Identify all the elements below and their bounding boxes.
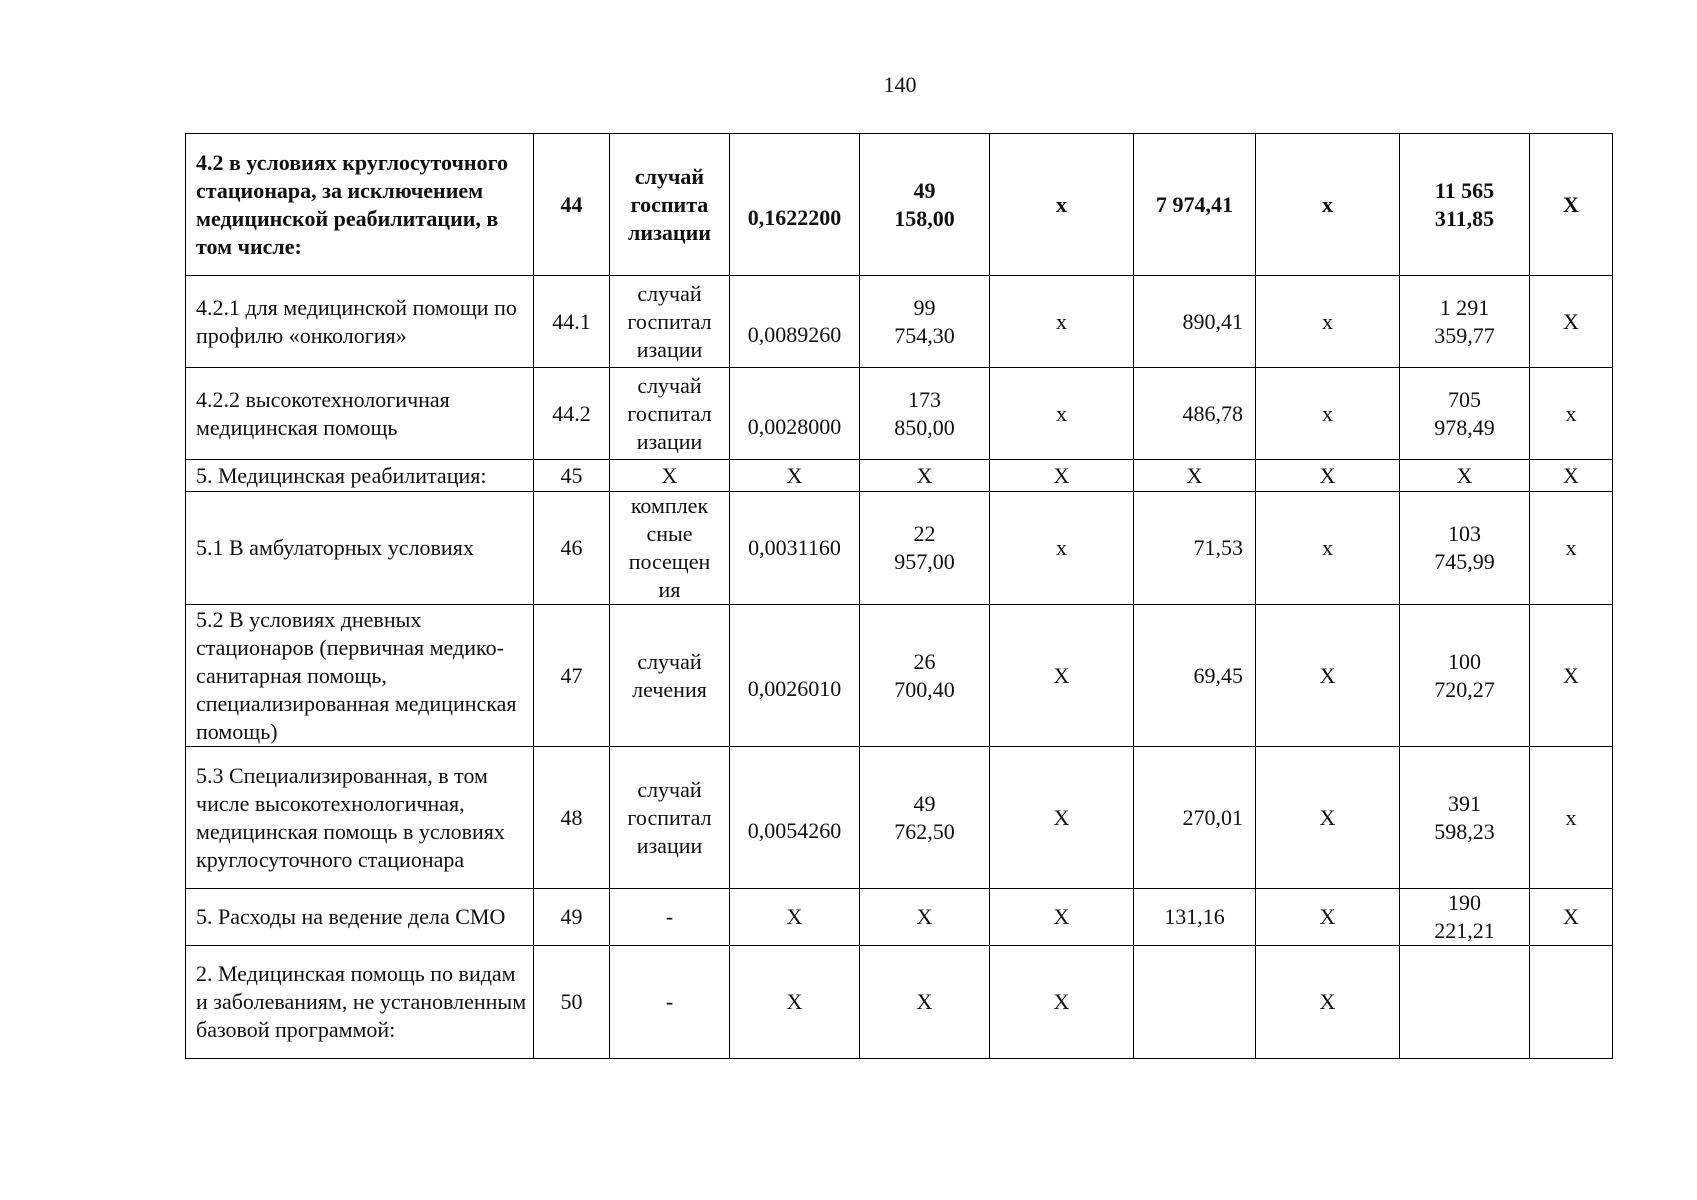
row-col10: X [1530,276,1613,368]
row-col6: x [990,134,1134,276]
row-name: 5. Медицинская реабилитация: [186,460,534,492]
row-name: 5.1 В амбулаторных условиях [186,492,534,605]
row-col7: 486,78 [1134,368,1256,460]
row-cost: X [860,460,990,492]
row-col7: 131,16 [1134,889,1256,946]
row-norm: 0,0026010 [730,605,860,747]
row-cost: X [860,889,990,946]
row-col7: 270,01 [1134,747,1256,889]
row-name: 4.2 в условиях круглосуточного стационара, за исключением медицинской реабилитации, в том числе: [186,134,534,276]
row-norm: 0,0089260 [730,276,860,368]
row-col6: X [990,460,1134,492]
row-col9: 1 291 359,77 [1400,276,1530,368]
row-col7: 890,41 [1134,276,1256,368]
row-norm: 0,0031160 [730,492,860,605]
row-col7 [1134,946,1256,1059]
row-unit: случай госпитал изации [610,747,730,889]
row-code: 47 [534,605,610,747]
row-norm: X [730,946,860,1059]
row-norm: 0,0054260 [730,747,860,889]
row-name: 5.2 В условиях дневных стационаров (первичная медико-санитарная помощь, специализированная медицинская помощь) [186,605,534,747]
row-col9: 11 565 311,85 [1400,134,1530,276]
row-norm: 0,1622200 [730,134,860,276]
row-col6: X [990,889,1134,946]
row-code: 49 [534,889,610,946]
row-unit: X [610,460,730,492]
row-norm: X [730,460,860,492]
row-col6: x [990,492,1134,605]
row-unit: - [610,889,730,946]
row-code: 44.2 [534,368,610,460]
row-col8: x [1256,368,1400,460]
table-row [186,492,1613,605]
row-cost: 173 850,00 [860,368,990,460]
row-col6: X [990,946,1134,1059]
row-code: 44 [534,134,610,276]
row-unit: случай лечения [610,605,730,747]
row-col6: X [990,605,1134,747]
row-col7: 7 974,41 [1134,134,1256,276]
page-number: 140 [883,72,917,97]
table-row [186,134,1613,276]
row-col10 [1530,946,1613,1059]
row-name: 5. Расходы на ведение дела СМО [186,889,534,946]
row-col10: x [1530,747,1613,889]
row-code: 45 [534,460,610,492]
row-cost: 22 957,00 [860,492,990,605]
row-col9: 103 745,99 [1400,492,1530,605]
row-col7: 69,45 [1134,605,1256,747]
table-row [186,605,1613,747]
row-norm: 0,0028000 [730,368,860,460]
row-col9: 190 221,21 [1400,889,1530,946]
row-unit: случай госпитал изации [610,368,730,460]
row-name: 5.3 Специализированная, в том числе высокотехнологичная, медицинская помощь в условиях круглосуточного стационара [186,747,534,889]
row-unit: случай госпита лизации [610,134,730,276]
row-col10: X [1530,889,1613,946]
table-row [186,460,1613,492]
row-code: 46 [534,492,610,605]
row-col9: X [1400,460,1530,492]
row-col8: X [1256,747,1400,889]
row-name: 4.2.1 для медицинской помощи по профилю «онкология» [186,276,534,368]
row-col9: 705 978,49 [1400,368,1530,460]
row-cost: 49 158,00 [860,134,990,276]
row-col7: 71,53 [1134,492,1256,605]
row-col6: X [990,747,1134,889]
row-code: 50 [534,946,610,1059]
row-col10: X [1530,605,1613,747]
table-row [186,368,1613,460]
row-code: 48 [534,747,610,889]
table-row [186,276,1613,368]
row-col9: 100 720,27 [1400,605,1530,747]
row-name: 2. Медицинская помощь по видам и заболеваниям, не установленным базовой программой: [186,946,534,1059]
row-norm: X [730,889,860,946]
row-col8: x [1256,492,1400,605]
tariff-table [185,133,1613,1059]
row-col10: X [1530,460,1613,492]
row-name: 4.2.2 высокотехнологичная медицинская помощь [186,368,534,460]
row-col8: X [1256,889,1400,946]
row-cost: 99 754,30 [860,276,990,368]
row-cost: 49 762,50 [860,747,990,889]
row-col9 [1400,946,1530,1059]
row-unit: - [610,946,730,1059]
row-col10: x [1530,368,1613,460]
row-code: 44.1 [534,276,610,368]
row-cost: X [860,946,990,1059]
row-col8: X [1256,605,1400,747]
row-col7: X [1134,460,1256,492]
row-col8: X [1256,460,1400,492]
row-col6: x [990,276,1134,368]
row-unit: случай госпитал изации [610,276,730,368]
row-col10: x [1530,492,1613,605]
row-col6: x [990,368,1134,460]
table-row [186,889,1613,946]
row-col8: X [1256,946,1400,1059]
row-unit: комплек сные посещен ия [610,492,730,605]
row-col8: x [1256,276,1400,368]
row-col8: x [1256,134,1400,276]
table-row [186,747,1613,889]
row-cost: 26 700,40 [860,605,990,747]
row-col10: X [1530,134,1613,276]
table-row [186,946,1613,1059]
row-col9: 391 598,23 [1400,747,1530,889]
